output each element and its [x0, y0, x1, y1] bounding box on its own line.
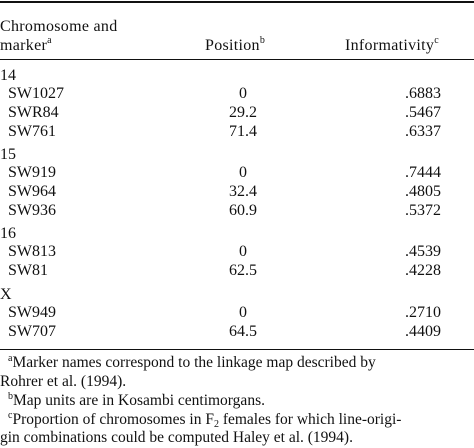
marker-name: SW81 [8, 262, 48, 279]
table-bottom-rule [0, 349, 474, 350]
header-marker [0, 36, 52, 56]
position-value: 71.4 [229, 123, 257, 140]
marker-name: SW949 [8, 304, 56, 321]
footnote-b-text: Map units are in Kosambi centimorgans. [13, 392, 265, 409]
position-value: 0 [239, 85, 247, 102]
marker-name: SW936 [8, 202, 56, 219]
footnote-b-mark: b [8, 391, 13, 402]
informativity-value: .5467 [405, 104, 441, 121]
marker-name: SW964 [8, 183, 56, 200]
marker-name: SW1027 [8, 85, 64, 102]
footnote-marker-c: c [434, 35, 439, 46]
header-informativity-text: Informativity [345, 37, 435, 54]
position-value: 60.9 [229, 202, 257, 219]
informativity-value: .6883 [405, 85, 441, 102]
informativity-value: .4539 [405, 243, 441, 260]
position-value: 0 [239, 304, 247, 321]
header-informativity [345, 36, 439, 56]
chromosome-label: X [0, 286, 12, 303]
header-rule [0, 59, 474, 60]
footnote-a-continued: Rohrer et al. (1994). [0, 373, 127, 390]
header-marker-text: marker [0, 37, 48, 54]
marker-name: SW707 [8, 323, 56, 340]
header-chromosome-text: Chromosome and [0, 18, 118, 35]
header-chromosome-and [0, 17, 118, 37]
footnote-marker-a: a [47, 35, 52, 46]
chromosome-label: 16 [0, 225, 16, 242]
footnote-a-text: Marker names correspond to the linkage map described by [12, 354, 376, 371]
position-value: 0 [239, 164, 247, 181]
informativity-value: .4805 [405, 183, 441, 200]
footnote-a [8, 353, 474, 373]
footnote-c-continued: gin combinations could be computed Haley et al. (1994). [0, 429, 353, 446]
informativity-value: .4409 [405, 323, 441, 340]
footnote-marker-b: b [259, 35, 266, 46]
footnote-c-subscript: 2 [213, 419, 219, 430]
informativity-value: .6337 [405, 123, 441, 140]
informativity-value: .7444 [405, 164, 441, 181]
marker-name: SW813 [8, 243, 56, 260]
position-value: 32.4 [229, 183, 257, 200]
informativity-value: .5372 [405, 202, 441, 219]
chromosome-label: 14 [0, 67, 16, 84]
chromosome-label: 15 [0, 146, 16, 163]
header-position [205, 36, 265, 56]
footnote-c-text-end: females for which line-origi- [218, 411, 402, 428]
informativity-value: .2710 [405, 304, 441, 321]
footnote-b [8, 391, 474, 411]
position-value: 29.2 [229, 104, 257, 121]
footnote-c-mark: c [8, 410, 13, 421]
informativity-value: .4228 [405, 262, 441, 279]
marker-name: SW919 [8, 164, 56, 181]
position-value: 62.5 [229, 262, 257, 279]
position-value: 0 [239, 243, 247, 260]
position-value: 64.5 [229, 323, 257, 340]
footnote-a-mark: a [8, 353, 13, 364]
table-top-rule [0, 1, 474, 3]
marker-name: SWR84 [8, 104, 59, 121]
marker-name: SW761 [8, 123, 56, 140]
header-position-text: Position [205, 37, 260, 54]
footnote-c-text: Proportion of chromosomes in F [12, 411, 214, 428]
footnote-c [8, 410, 474, 430]
